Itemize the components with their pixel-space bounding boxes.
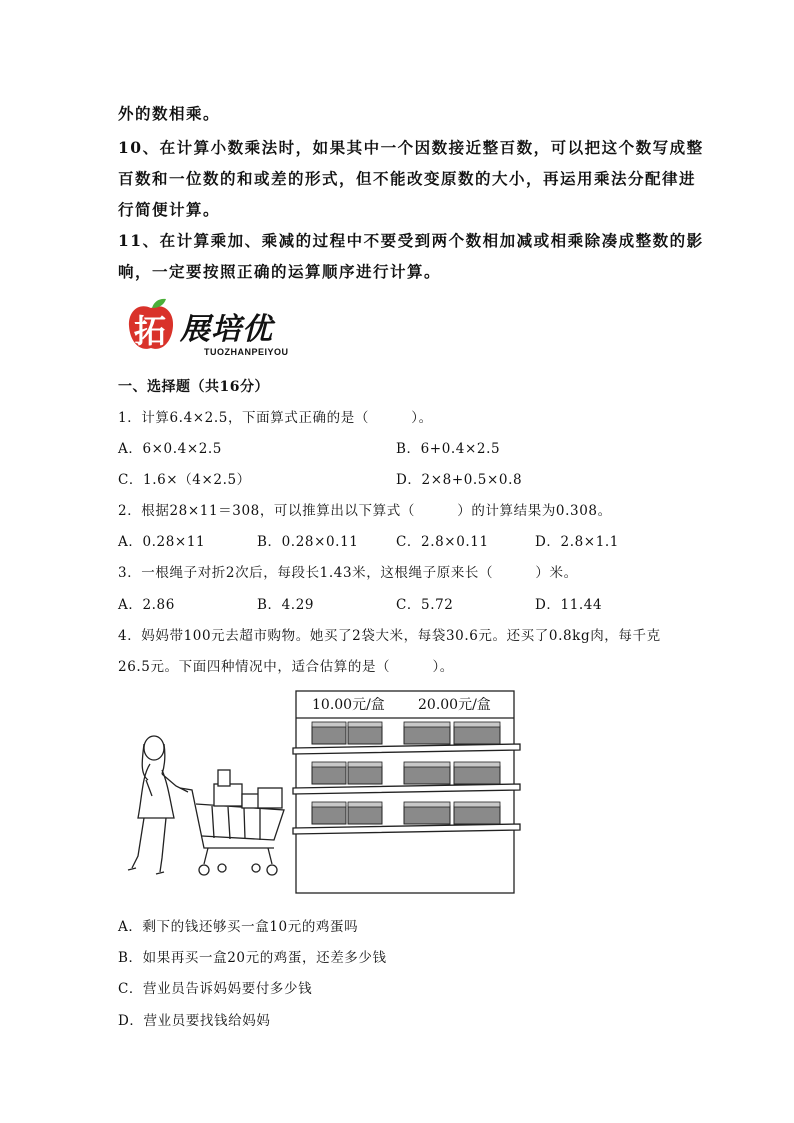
logo-badge-char: 拓 xyxy=(134,312,167,350)
question-4-stem-line-2: 26.5元。下面四种情况中，适合估算的是（ ）。 xyxy=(118,659,454,675)
question-1-option-d: D．2×8+0.5×0.8 xyxy=(396,472,523,488)
question-4-option-c: C．营业员告诉妈妈要付多少钱 xyxy=(118,981,313,997)
question-2-option-a: A．0.28×11 xyxy=(118,534,206,550)
shelf-price-label-1: 10.00元/盒 xyxy=(312,697,385,713)
shopping-illustration xyxy=(118,688,528,898)
note-line-previous: 外的数相乘。 xyxy=(118,104,221,123)
logo-title: 展培优 xyxy=(180,312,273,347)
question-4-stem-line-1: 4．妈妈带100元去超市购物。她买了2袋大米，每袋30.6元。还买了0.8kg肉，每千克 xyxy=(118,628,661,644)
note-11-line-2: 响，一定要按照正确的运算顺序进行计算。 xyxy=(118,262,442,281)
question-1-option-a: A．6×0.4×2.5 xyxy=(118,441,223,457)
question-2-option-b: B．0.28×0.11 xyxy=(257,534,359,550)
question-3-stem: 3．一根绳子对折2次后，每段长1.43米，这根绳子原来长（ ）米。 xyxy=(118,565,578,581)
supermarket-shelf-illustration xyxy=(118,688,528,898)
question-1-stem: 1．计算6.4×2.5，下面算式正确的是（ ）。 xyxy=(118,410,433,426)
question-3-option-d: D．11.44 xyxy=(535,597,603,613)
question-1-option-b: B．6+0.4×2.5 xyxy=(396,441,501,457)
question-2-option-d: D．2.8×1.1 xyxy=(535,534,619,550)
logo xyxy=(124,292,314,362)
shelf-price-label-2: 20.00元/盒 xyxy=(418,697,491,713)
note-10-line-2: 百数和一位数的和或差的形式，但不能改变原数的大小，再运用乘法分配律进 xyxy=(118,169,697,188)
question-4-option-d: D．营业员要找钱给妈妈 xyxy=(118,1013,271,1029)
note-11-line-1: 11、在计算乘加、乘减的过程中不要受到两个数相加减或相乘除凑成整数的影 xyxy=(118,231,704,250)
section-heading: 一、选择题（共16分） xyxy=(118,379,269,395)
question-2-stem: 2．根据28×11＝308，可以推算出以下算式（ ）的计算结果为0.308。 xyxy=(118,503,612,519)
question-4-option-b: B．如果再买一盒20元的鸡蛋，还差多少钱 xyxy=(118,950,387,966)
question-2-option-c: C．2.8×0.11 xyxy=(396,534,489,550)
logo-subtitle: TUOZHANPEIYOU xyxy=(204,347,289,357)
question-4-option-a: A．剩下的钱还够买一盒10元的鸡蛋吗 xyxy=(118,919,359,935)
question-3-option-a: A．2.86 xyxy=(118,597,175,613)
question-1-option-c: C．1.6×（4×2.5） xyxy=(118,472,251,488)
note-10-line-3: 行简便计算。 xyxy=(118,200,221,219)
question-3-option-b: B．4.29 xyxy=(257,597,315,613)
logo-badge xyxy=(126,298,176,352)
note-10-line-1: 10、在计算小数乘法时，如果其中一个因数接近整百数，可以把这个数写成整 xyxy=(118,138,704,157)
question-3-option-c: C．5.72 xyxy=(396,597,454,613)
